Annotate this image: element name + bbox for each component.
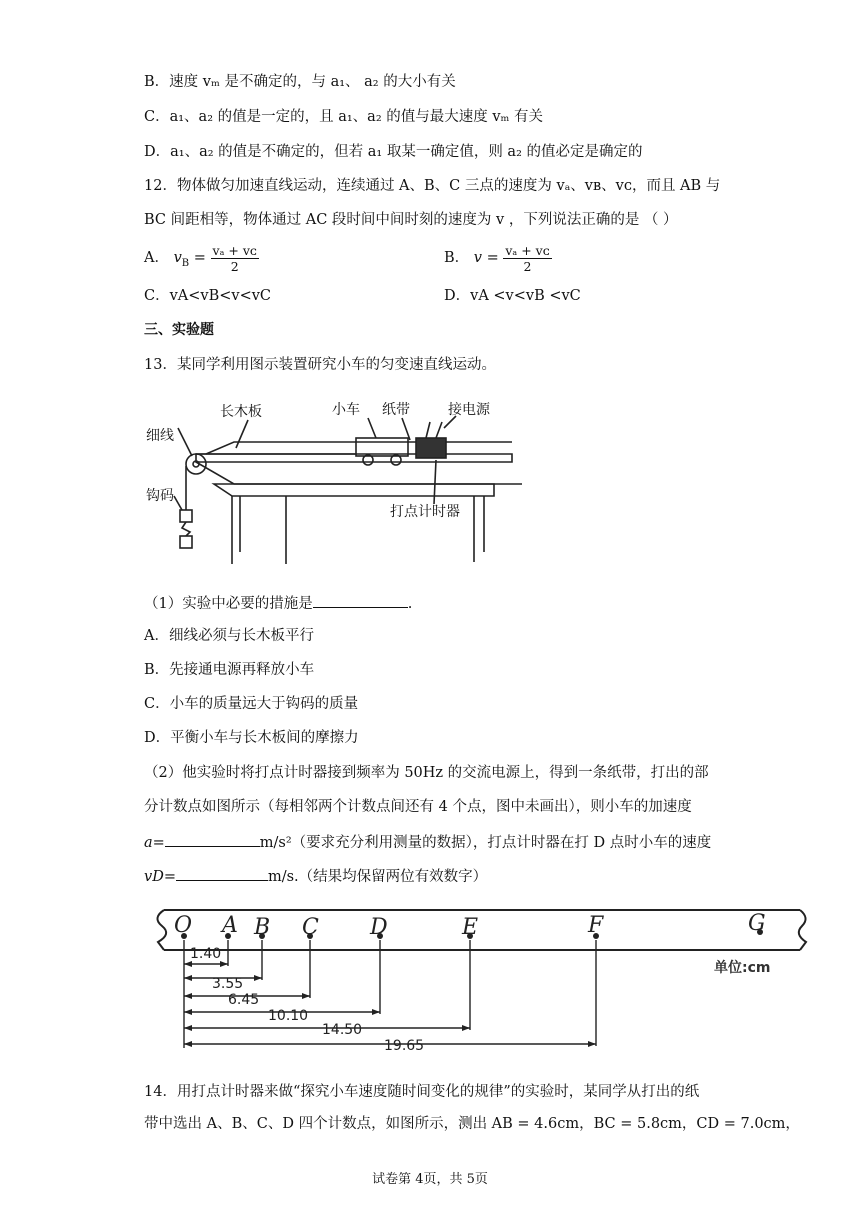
- q12-option-b-fraction: [503, 243, 551, 274]
- point-f: F: [588, 913, 604, 938]
- q12-option-b: B． v = $\frac{\text{vₐ + vᴄ}}{2}$: [444, 242, 550, 274]
- distance-of: 19.65: [384, 1038, 425, 1054]
- point-d: D: [370, 915, 388, 940]
- label-timer: 打点计时器: [390, 504, 460, 520]
- point-o: O: [174, 913, 193, 938]
- option-c-previous: C．a₁、a₂ 的值是一定的，且 a₁、a₂ 的值与最大速度 vₘ 有关: [144, 109, 544, 125]
- q12-option-a-denominator: 2: [230, 258, 239, 274]
- distance-oa: 1.40: [190, 946, 222, 962]
- acceleration-symbol: a=: [144, 835, 165, 851]
- section-heading-experiment: 三、实验题: [144, 322, 214, 338]
- option-b-previous: B．速度 vₘ 是不确定的，与 a₁、 a₂ 的大小有关: [144, 74, 456, 90]
- q13-part2-line4-rest: m/s.（结果均保留两位有效数字）: [267, 869, 488, 885]
- point-b: B: [254, 915, 271, 940]
- q12-option-b-lhs: v: [473, 250, 482, 266]
- q12-option-a-prefix: A．: [144, 250, 169, 266]
- option-d-previous: D．a₁、a₂ 的值是不确定的，但若 a₁ 取某一确定值，则 a₂ 的值必定是确定的: [144, 144, 643, 160]
- point-c: C: [302, 915, 319, 940]
- q12-option-c: C．vA<vB<v<vC: [144, 288, 272, 304]
- q12-option-a: A． $v_B$ = $\frac{\text{vₐ + vᴄ}}{2}$: [144, 242, 257, 274]
- point-a: A: [222, 913, 238, 938]
- label-cart: 小车: [332, 402, 360, 418]
- label-string: 细线: [146, 428, 174, 444]
- q13-part2-line3-rest: m/s²（要求充分利用测量的数据），打点计时器在打 D 点时小车的速度: [259, 835, 712, 851]
- unit-label: 单位:cm: [714, 960, 771, 976]
- q13-option-b: B．先接通电源再释放小车: [144, 662, 315, 678]
- q12-option-b-denominator: 2: [523, 258, 532, 274]
- q13-part1-text: （1）实验中必要的措施是: [144, 596, 313, 612]
- distance-oc: 6.45: [228, 992, 260, 1008]
- q12-option-b-prefix: B．: [444, 250, 470, 266]
- q13-option-c: C．小车的质量远大于钩码的质量: [144, 696, 359, 712]
- distance-ob: 3.55: [212, 976, 244, 992]
- velocity-symbol: vD=: [144, 869, 176, 885]
- acceleration-answer-blank[interactable]: [165, 831, 260, 847]
- label-tape: 纸带: [382, 402, 410, 418]
- q12-stem-line2: BC 间距相等，物体通过 AC 段时间中间时刻的速度为 v ，下列说法正确的是 （ ）: [144, 212, 678, 228]
- point-e: E: [462, 915, 479, 940]
- q12-option-d: D．vA <v<vB <vC: [444, 288, 581, 304]
- q13-part1: [144, 592, 412, 614]
- label-power: 接电源: [448, 402, 490, 418]
- q12-option-a-fraction: [211, 243, 259, 274]
- q13-part2-line1: （2）他实验时将打点计时器接到频率为 50Hz 的交流电源上，得到一条纸带，打出的部: [144, 765, 709, 781]
- q14-stem-line2: 带中选出 A、B、C、D 四个计数点，如图所示，测出 AB = 4.6cm，BC = 5.8cm，CD = 7.0cm，: [144, 1116, 800, 1132]
- q12-option-b-numerator: vₐ + vᴄ: [505, 242, 550, 258]
- label-weight: 钩码: [146, 488, 174, 504]
- q14-stem-line1: 14．用打点计时器来做“探究小车速度随时间变化的规律”的实验时，某同学从打出的纸: [144, 1084, 700, 1100]
- q13-stem: 13．某同学利用图示装置研究小车的匀变速直线运动。: [144, 357, 496, 373]
- q13-part2-line4: [144, 865, 487, 887]
- q13-part2-line3: [144, 831, 711, 853]
- point-g: G: [748, 911, 766, 936]
- q12-option-a-numerator: vₐ + vᴄ: [212, 242, 257, 258]
- distance-oe: 14.50: [322, 1022, 363, 1038]
- q13-part2-line2: 分计数点如图所示（每相邻两个计数点间还有 4 个点，图中未画出），则小车的加速度: [144, 799, 692, 815]
- label-board: 长木板: [220, 404, 262, 420]
- distance-od: 10.10: [268, 1008, 309, 1024]
- q12-option-a-lhs: v: [173, 250, 182, 266]
- page-footer: 试卷第 4页，共 5页: [372, 1172, 488, 1187]
- q12-option-a-lhs-sub: B: [181, 257, 190, 269]
- q13-part1-end: .: [407, 596, 413, 612]
- q13-part1-answer-blank[interactable]: [313, 592, 408, 608]
- velocity-answer-blank[interactable]: [176, 865, 268, 881]
- q13-option-d: D．平衡小车与长木板间的摩擦力: [144, 730, 359, 746]
- apparatus-figure: [144, 392, 529, 567]
- q12-stem-line1: 12．物体做匀加速直线运动，连续通过 A、B、C 三点的速度为 vₐ、vʙ、vᴄ，而且 AB 与: [144, 178, 721, 194]
- q13-option-a: A．细线必须与长木板平行: [144, 628, 314, 644]
- paper-tape-figure: [150, 896, 815, 1056]
